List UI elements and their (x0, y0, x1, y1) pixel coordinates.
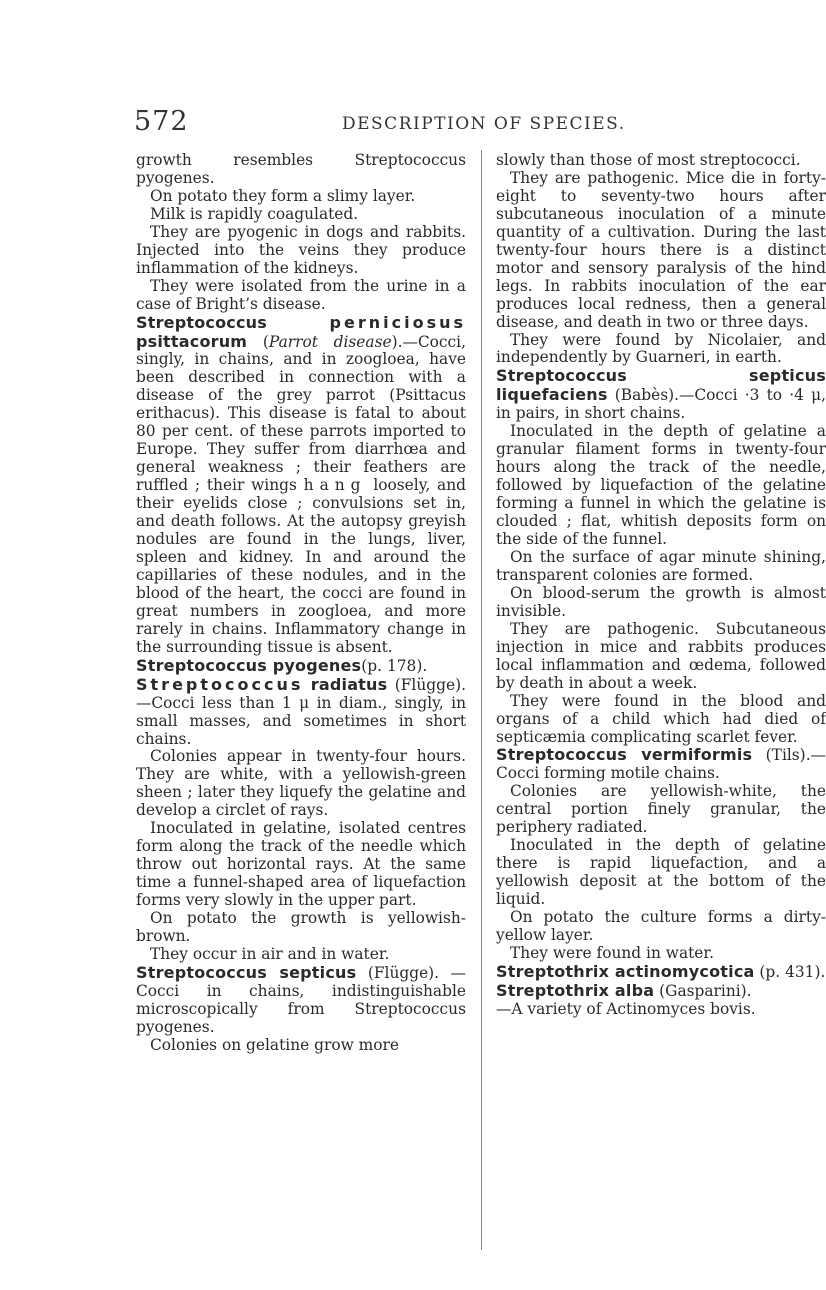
paragraph: Colonies on gelatine grow more (150, 1035, 399, 1054)
paragraph: On blood-serum the growth is almost invisible. (496, 583, 826, 620)
right-column (496, 152, 826, 1019)
entry-text: hang (303, 476, 367, 495)
species-entry (496, 982, 826, 1001)
page-number: 572 (134, 106, 189, 137)
species-name: Streptococcus (136, 674, 304, 694)
paragraph: They were found in the blood and organs of a child which had died of septicæmia complicating scarlet fever. (496, 691, 826, 746)
paragraph: Colonies appear in twenty-four hours. They are white, with a yellowish-green sheen ; later they liquefy the gelatine and develop a circlet of rays. (136, 747, 466, 820)
species-reference: (p. 178). (361, 656, 428, 675)
entry-text: loosely, and their eyelids close ; convulsions set in, and death follows. At the autopsy greyish nodules are found in the lungs, liver, spleen and kidney. In and around the capillaries of these nodules, and in the blood of the heart, the cocci are found in great numbers in zoogloea, and more rarely in chains. Inflammatory change in the surrounding tissue is absent. (136, 476, 466, 656)
paragraph: They are pathogenic. Subcutaneous injection in mice and rabbits produces local inflammation and œdema, followed by death in about a week. (496, 619, 826, 692)
species-name: Streptococcus pyogenes (136, 655, 362, 675)
species-authority: (Gasparini). (659, 981, 752, 1000)
species-entry (136, 657, 466, 676)
paragraph: They were found by Nicolaier, and independently by Guarneri, in earth. (496, 330, 826, 367)
running-header: DESCRIPTION OF SPECIES. (342, 114, 626, 134)
species-entry: Streptococcus radiatus (Flügge).—Cocci less than 1 μ in diam., singly, in small masses, and sometimes in short chains. (136, 674, 466, 748)
species-authority: (Flügge). (394, 675, 466, 694)
paragraph: They were isolated from the urine in a case of Bright’s disease. (136, 276, 466, 313)
species-entry (496, 963, 826, 982)
paragraph: slowly than those of most streptococci. (496, 151, 801, 169)
paragraph: growth resembles Streptococcus pyogenes. (136, 151, 466, 187)
species-entry: Streptococcus perniciosus psittacorum (Parrot disease).—Cocci, singly, in chains, and in zoogloea, have been described in connection with a disease of the grey parrot (Psittacus erithacus). This disease is fatal to about 80 per cent. of these parrots imported to Europe. They suffer from diarrhœa and general weakness ; their feathers are ruffled ; their wings hang loosely, and their eyelids close ; convulsions set in, and death follows. At the autopsy greyish nodules are found in the lungs, liver, spleen and kidney. In and around the capillaries of these nodules, and in the blood of the heart, the cocci are found in great numbers in zoogloea, and more rarely in chains. Inflammatory change in the surrounding tissue is absent. (136, 312, 466, 656)
entry-text: —Cocci in chains, indistinguishable microscopically from Streptococcus pyogenes. (136, 963, 466, 1036)
paragraph: Colonies are yellowish-white, the central portion finely granular, the periphery radiated. (496, 782, 826, 837)
species-entry (136, 964, 466, 1037)
paragraph: On potato the growth is yellowish-brown. (136, 909, 466, 945)
species-reference: (p. 431). (759, 962, 826, 981)
paragraph: On potato the culture forms a dirty-yellow layer. (496, 908, 826, 944)
entry-text: Cocci less than 1 μ in diam., singly, in small masses, and sometimes in short chains. (136, 693, 466, 748)
entry-text: (Tils).—Cocci forming motile chains. (496, 746, 826, 783)
paragraph: Inoculated in gelatine, isolated centres form along the track of the needle which throw out horizontal rays. At the same time a funnel-shaped area of liquefaction forms very slowly in the upper part. (136, 819, 466, 910)
species-name: Streptothrix alba (496, 980, 655, 1000)
species-entry (496, 746, 826, 783)
paragraph: On the surface of agar minute shining, transparent colonies are formed. (496, 547, 826, 584)
paragraph: Milk is rapidly coagulated. (150, 204, 359, 223)
paragraph: They occur in air and in water. (150, 944, 390, 963)
species-name: Streptothrix actinomycotica (496, 961, 755, 981)
species-name: psittacorum (136, 331, 248, 351)
species-entry (496, 367, 826, 423)
entry-text: (Babès).—Cocci ·3 to ·4 μ, in pairs, in short chains. (496, 386, 826, 423)
paragraph: They are pyogenic in dogs and rabbits. Injected into the veins they produce inflammation of the kidneys. (136, 222, 466, 277)
paragraph: They were found in water. (510, 943, 714, 962)
species-note: Parrot disease (268, 332, 392, 351)
species-name: Streptococcus vermiformis (496, 745, 753, 765)
species-authority: (Flügge). (367, 963, 440, 982)
paragraph: —A variety of Actinomyces bovis. (496, 999, 756, 1018)
left-column (136, 152, 466, 1055)
paragraph: They are pathogenic. Mice die in forty-eight to seventy-two hours after subcutaneous inoculation of a minute quantity of a cultivation. During the last twenty-four hours there is a distinct motor and sensory paralysis of the hind legs. In rabbits inoculation of the ear produces local redness, then a general disease, and death in two or three days. (496, 168, 826, 331)
entry-text: Cocci, singly, in chains, and in zoogloea, have been described in connection with a disease of the grey parrot (Psittacus erithacus). This disease is fatal to about 80 per cent. of these parrots imported to Europe. They suffer from diarrhœa and general weakness ; their feathers are ruffled ; their wings (136, 332, 466, 495)
paragraph: On potato they form a slimy layer. (150, 186, 416, 205)
species-name: radiatus (310, 674, 388, 694)
species-name: Streptococcus septicus (136, 962, 357, 982)
species-name: Streptococcus (136, 312, 267, 332)
paragraph: Inoculated in the depth of gelatine a granular filament forms in twenty-four hours along the track of the needle, followed by liquefaction of the gelatine forming a funnel in which the gelatine is clouded ; flat, whitish deposits form on the side of the funnel. (496, 422, 826, 549)
column-divider (481, 150, 482, 1250)
species-name: Streptococcus septicus liquefaciens (496, 366, 826, 405)
species-name: perniciosus (329, 312, 466, 332)
paragraph: Inoculated in the depth of gelatine there is rapid liquefaction, and a yellowish deposit at the bottom of the liquid. (496, 836, 826, 909)
